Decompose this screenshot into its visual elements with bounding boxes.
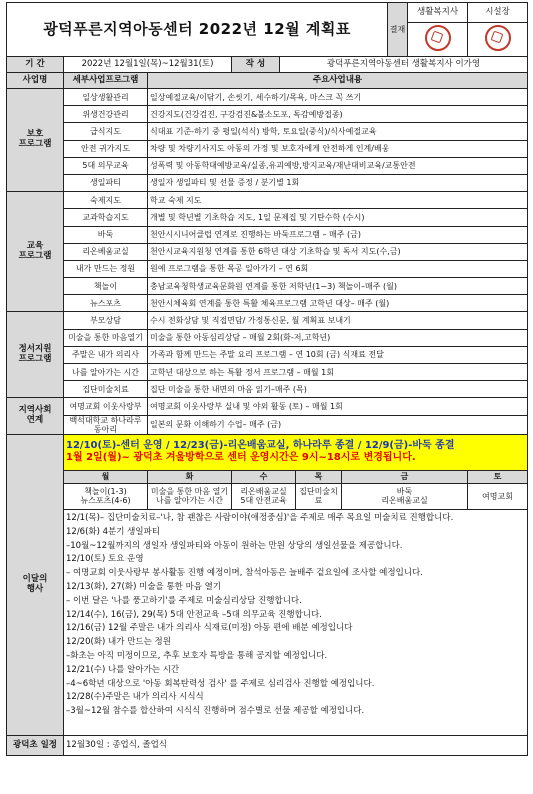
- footer-value: 12월30일 : 종업식, 졸업식: [64, 735, 528, 755]
- weekday-header: 금: [342, 470, 468, 483]
- program-content: 여명교회 이웃사랑부 실내 및 야외 활동 (토) – 매월 1회: [148, 398, 528, 415]
- event-line: 12/20(화) 내가 만드는 정원: [66, 637, 171, 648]
- monthly-highlight: [64, 434, 528, 470]
- period-value: 2022년 12월1일(목)~12월31(토): [64, 57, 232, 73]
- weekday-program: 미술을 통한 마음 열기 나를 알아가는 시간: [148, 483, 232, 509]
- program-content: 수시 전화상담 및 직접면담/ 가정통신문, 월 계획표 보내기: [148, 312, 528, 329]
- program-content: 천안시교육지원청 연계를 통한 6학년 대상 기초학습 및 독서 지도(수,금): [148, 243, 528, 260]
- program-content: 차량 및 차량기사지도 아동의 가정 및 보호자에게 안전하게 인계/배웅: [148, 140, 528, 157]
- program-content: 학교 숙제 지도: [148, 192, 528, 209]
- weekday-program: 리온배움교실 5대 안전교육: [232, 483, 296, 509]
- event-line: – 여명교회 이웃사랑부 봉사활동 진행 예정이며, 참석아동은 늘배주 겉요일에 조사할 예정입니다.: [66, 568, 423, 579]
- program-name: 집단미술치료: [64, 381, 148, 398]
- approval-label: [388, 3, 408, 57]
- program-name: 리온베움교실: [64, 243, 148, 260]
- approver-1: 생활복지사: [408, 3, 468, 23]
- program-content: 집단 미술을 통한 내면의 마음 읽기–매주 (목): [148, 381, 528, 398]
- event-line: –4~6학년 대상으로 '아동 회복탄력성 검사' 를 주제로 심리검사 진행할 예정입니다.: [66, 678, 375, 689]
- program-content: 미술을 통한 아동심리상담 – 매월 2회(화-저,고학년): [148, 329, 528, 346]
- page-title: 광덕푸른지역아동센터 2022년 12월 계획표: [7, 3, 388, 57]
- program-content: 가족과 함께 만드는 주말 요리 프로그램 – 연 10회 (금) 식재료 전달: [148, 346, 528, 363]
- program-name: 여명교회 이웃사랑부: [64, 398, 148, 415]
- section-label: 지역사회 연계: [7, 398, 64, 435]
- weekday-program: 책놀이(1-3) 뉴스포츠(4-6): [64, 483, 148, 509]
- approver-2: 시설장: [468, 3, 528, 23]
- program-name: 숙제지도: [64, 192, 148, 209]
- seal-icon: [485, 25, 511, 51]
- event-line: 12/16(금) 12월 주말은 내가 의리사 식재료(미정) 아동 편에 배분 예정입니다: [66, 623, 353, 634]
- col-content: 주요사업내용: [148, 73, 528, 89]
- program-content: 충남교육청학생교육문화원 연계를 통한 저학년(1~3) 책놀이–매주 (월): [148, 278, 528, 295]
- program-content: 성폭력 및 아동학대예방교육/실종,유괴예방,방지교육/재난대비교육/교통안전: [148, 157, 528, 174]
- weekday-header: 화: [148, 470, 232, 483]
- footer-label: 광덕초 일정: [7, 735, 64, 755]
- seal-icon: [425, 25, 451, 51]
- event-line: 12/13(화), 27(화) 미술을 통한 마음 열기: [66, 581, 222, 592]
- program-content: 고학년 대상으로 하는 특활 정서 프로그램 – 매월 1회: [148, 364, 528, 381]
- monthly-label: 이달의 행사: [7, 434, 64, 735]
- signature-seal-1: [408, 23, 468, 57]
- program-name: 나를 알아가는 시간: [64, 364, 148, 381]
- writer-label: 작 성: [232, 57, 280, 73]
- col-business: 사업명: [7, 73, 64, 89]
- program-name: 주말은 내가 의리사: [64, 346, 148, 363]
- program-name: 책놀이: [64, 278, 148, 295]
- program-name: 내가 만드는 정원: [64, 260, 148, 277]
- period-label: 기 간: [7, 57, 64, 73]
- program-content: 생일자 생일파티 및 선물 증정 / 분기별 1회: [148, 174, 528, 191]
- program-name: 5대 의무교육: [64, 157, 148, 174]
- program-name: 위생건강관리: [64, 106, 148, 123]
- program-content: 개별 및 학년별 기초학습 지도, 1일 문제집 및 기탄수학 (수시): [148, 209, 528, 226]
- section-label: 보호 프로그램: [7, 89, 64, 192]
- program-name: 일상생활관리: [64, 89, 148, 106]
- program-content: 일본의 문화 이해하기 수업– 매주 (금): [148, 415, 528, 434]
- program-name: 바둑: [64, 226, 148, 243]
- weekday-program: 집단미술치료: [296, 483, 342, 509]
- program-content: 일상예절교육/이닦기, 손씻기, 세수하기/목욕, 마스크 꼭 쓰기: [148, 89, 528, 106]
- event-line: 12/6(화) 4분기 생일파티: [66, 526, 161, 537]
- col-program: 세부사업프로그램: [64, 73, 148, 89]
- event-line: – 이번 달은 '나를 풍고하기'를 주제로 미술심리상담 진행합니다.: [66, 595, 302, 606]
- program-name: 백석대학교 하나라루 동아리: [64, 415, 148, 434]
- weekday-header: 월: [64, 470, 148, 483]
- event-line: 12/21(수) 나를 알아가는 시간: [66, 664, 180, 675]
- signature-seal-2: [468, 23, 528, 57]
- event-line: –10월~12월까지의 생일자 생일파티와 아동이 원하는 만원 상당의 생일선물을 제공합니다.: [66, 540, 403, 551]
- program-name: 부모상담: [64, 312, 148, 329]
- section-label: 교육 프로그램: [7, 192, 64, 312]
- event-line: 12/14(수), 16(금), 29(목) 5대 안전교육 –5대 의무교육 진행합니다.: [66, 609, 322, 620]
- program-name: 미술을 통한 마음열기: [64, 329, 148, 346]
- weekday-program: 바둑 리온배움교실: [342, 483, 468, 509]
- program-name: 급식지도: [64, 123, 148, 140]
- event-line: 12/10(토) 토요 운영: [66, 554, 144, 565]
- event-line: 12/28(수)주말은 내가 의리사 시식식: [66, 692, 204, 703]
- program-name: 생일파티: [64, 174, 148, 191]
- program-content: 원예 프로그램을 통한 목공 일아가기 – 연 6회: [148, 260, 528, 277]
- program-content: 건강지도(건강검진, 구강검진&불소도포, 독감예방접종): [148, 106, 528, 123]
- highlight-line-1: 12/10(토)-센터 운영 / 12/23(금)-리온배움교실, 하나라루 종결 / 12/9(금)-바둑 종결: [66, 440, 455, 452]
- program-name: 뉴스포츠: [64, 295, 148, 312]
- approval-label-text: 결재: [389, 24, 406, 34]
- event-line: –화초는 아직 미정이므로, 추후 보호자 특방을 통해 공지할 예정입니다.: [66, 650, 328, 661]
- program-name: 교과학습지도: [64, 209, 148, 226]
- section-label: 정서지원 프로그램: [7, 312, 64, 398]
- event-line: –3월~12월 참수를 합산하여 시식식 진행하며 점수별로 선물 제공할 예정입니다.: [66, 706, 365, 717]
- program-content: 천안시체육회 연계를 통한 특활 체육프로그램 고학년 대상– 매주 (월): [148, 295, 528, 312]
- weekday-header: 목: [296, 470, 342, 483]
- weekday-header: 토: [468, 470, 528, 483]
- monthly-plan-document: [6, 2, 527, 790]
- weekday-program: 여명교회: [468, 483, 528, 509]
- highlight-line-2: 1월 2일(월)~ 광덕초 겨울방학으로 센터 운영시간은 9시~18시로 변경됩니다.: [66, 452, 416, 464]
- event-line: 12/1(목)– 집단미술치료–'나, 참 괜찮은 사람이야(애정중심)'을 주제로 매주 목요일 미술치료 진행합니다.: [66, 512, 454, 523]
- plan-table: [6, 2, 528, 756]
- events-list: [64, 509, 528, 735]
- weekday-header: 수: [232, 470, 296, 483]
- program-name: 안전 귀가지도: [64, 140, 148, 157]
- program-content: 식대표 기준-하기 중 평일(석식) 방학, 토요일(중식)/식사예절교육: [148, 123, 528, 140]
- program-content: 천안시시니어클럽 연계로 진행하는 바둑프로그램 – 매주 (금): [148, 226, 528, 243]
- writer-value: 광덕푸른지역아동센터 생활복지사 이가영: [280, 57, 528, 73]
